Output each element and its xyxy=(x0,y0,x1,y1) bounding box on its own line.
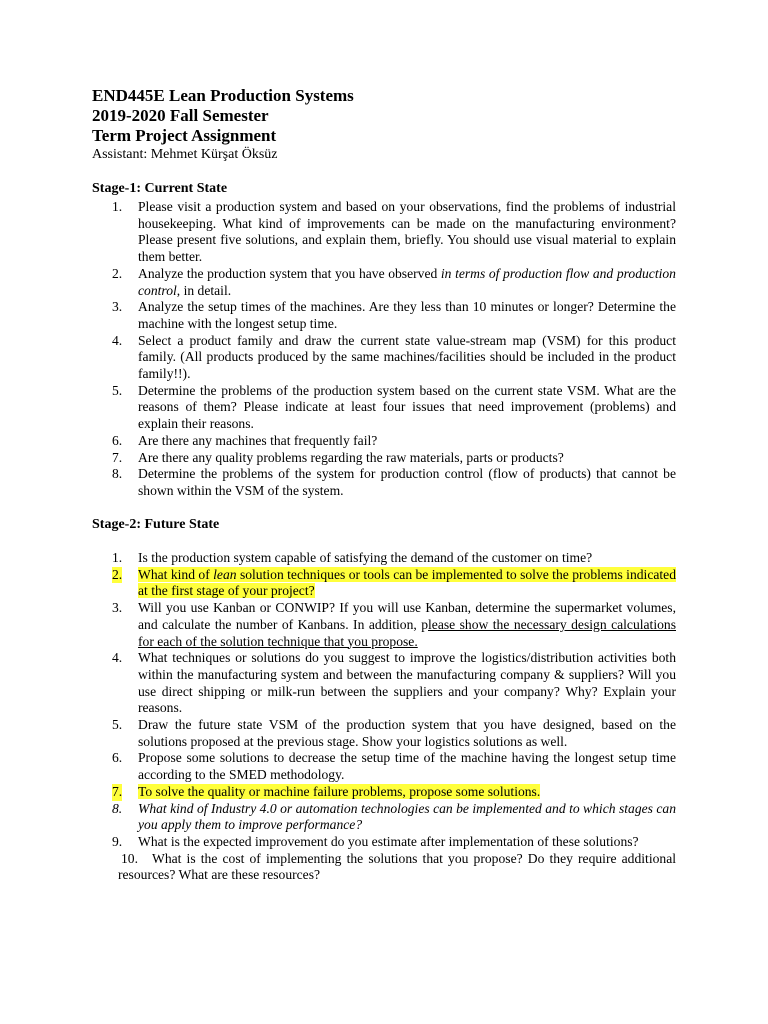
course-title: END445E Lean Production Systems xyxy=(92,86,354,105)
list-item xyxy=(92,851,676,884)
document-header xyxy=(92,86,354,163)
item-text-part: What kind of xyxy=(138,566,214,582)
item-text: Determine the problems of the system for production control (flow of products) that cannot be shown within the VSM of the system. xyxy=(138,466,676,498)
list-item xyxy=(92,650,676,717)
item-text xyxy=(138,784,676,801)
assistant-line: Assistant: Mehmet Kürşat Öksüz xyxy=(92,147,278,162)
list-item-italic xyxy=(92,801,676,834)
item-text-italic: lean xyxy=(213,566,237,582)
item-number: 2. xyxy=(112,265,123,281)
item-text xyxy=(138,600,676,650)
item-text: What is the expected improvement do you estimate after implementation of these solutions? xyxy=(138,833,639,849)
item-number: 7. xyxy=(112,449,123,465)
list-item-highlighted xyxy=(92,784,676,801)
list-item xyxy=(92,550,676,567)
item-text: Is the production system capable of satisfying the demand of the customer on time? xyxy=(138,550,593,565)
item-text: What is the cost of implementing the solutions that you propose? Do they require additional resources? What are these resources? xyxy=(118,850,676,883)
stage2-list xyxy=(92,550,676,884)
list-item xyxy=(92,333,676,383)
list-item xyxy=(92,750,676,783)
item-text: Select a product family and draw the current state value-stream map (VSM) for this product family. (All products produced by the same machines/facilities should be included in the product family!!). xyxy=(138,332,676,382)
item-text: What techniques or solutions do you suggest to improve the logistics/distribution activities both within the manufacturing system and between the manufacturing company & suppliers? Will you use direct shipping or milk-run between the suppliers and your company? Why? Explain your reasons. xyxy=(138,650,676,716)
item-text-underlined: lease show the necessary design calculations for each of the solution technique that you propose. xyxy=(138,616,676,649)
list-item xyxy=(92,199,676,266)
item-number: 9. xyxy=(112,833,123,849)
item-number: 3. xyxy=(112,600,123,616)
list-item xyxy=(92,466,676,499)
list-item xyxy=(92,834,676,851)
item-number: 5. xyxy=(112,382,123,398)
item-text-italic: in terms of production flow and production control xyxy=(138,265,676,298)
item-text: Analyze the setup times of the machines. Are they less than 10 minutes or longer? Determine the machine with the longest setup time. xyxy=(138,299,676,331)
item-text: Propose some solutions to decrease the setup time of the machine having the longest setup time according to the SMED methodology. xyxy=(138,750,676,783)
item-text: Are there any quality problems regarding the raw materials, parts or products? xyxy=(138,449,564,465)
item-text-part: solution techniques or tools can be implemented to solve the problems indicated at the first stage of your project? xyxy=(138,566,677,599)
item-text: Determine the problems of the production system based on the current state VSM. What are the reasons of them? Please indicate at least four issues that need improvement (problems) and explain their reasons. xyxy=(138,382,676,432)
item-number: 4. xyxy=(112,332,123,348)
item-number: 8. xyxy=(112,466,123,482)
item-number: 6. xyxy=(112,750,123,766)
list-item-highlighted xyxy=(92,567,676,600)
list-item xyxy=(92,266,676,299)
item-number: 3. xyxy=(112,299,123,315)
item-text: Are there any machines that frequently fail? xyxy=(138,432,378,448)
list-item xyxy=(92,717,676,750)
item-text: Draw the future state VSM of the production system that you have designed, based on the solutions proposed at the previous stage. Show your logistics solutions as well. xyxy=(138,717,676,749)
item-text: What kind of Industry 4.0 or automation technologies can be implemented and to which stages can you apply them to improve performance? xyxy=(138,800,676,833)
list-item xyxy=(92,450,676,467)
item-number: 5. xyxy=(112,717,123,733)
item-text-part: Will you use Kanban or CONWIP? If you will use Kanban, determine the supermarket volumes, and calculate the number of Kanbans. In addition, p xyxy=(138,600,676,632)
list-item xyxy=(92,383,676,433)
item-text: Please visit a production system and based on your observations, find the problems of industrial housekeeping. What kind of improvements can be made on the manufacturing environment? Please present five solutions, and explain them, briefly. You should use visual material to explain them better. xyxy=(138,199,676,265)
list-item xyxy=(92,299,676,332)
item-text-part: To solve the quality or machine failure problems, propose some solutions. xyxy=(138,783,541,799)
list-item xyxy=(92,600,676,650)
semester-title: 2019-2020 Fall Semester xyxy=(92,106,269,125)
item-text xyxy=(138,266,676,299)
item-number: 2. xyxy=(112,566,123,582)
item-text-part: , in detail. xyxy=(176,282,232,298)
stage1-list xyxy=(92,199,676,500)
item-number: 1. xyxy=(112,550,123,565)
item-number: 6. xyxy=(112,432,123,448)
item-text-part: Analyze the production system that you have observed xyxy=(138,265,441,281)
item-number: 4. xyxy=(112,650,123,666)
stage1-heading: Stage-1: Current State xyxy=(92,181,228,196)
assignment-title: Term Project Assignment xyxy=(92,126,277,145)
list-item xyxy=(92,433,676,450)
item-number: 10. xyxy=(121,850,138,866)
item-number: 7. xyxy=(112,783,123,799)
item-number: 1. xyxy=(112,199,123,214)
stage2-heading: Stage-2: Future State xyxy=(92,517,220,532)
item-text xyxy=(138,567,676,600)
item-number: 8. xyxy=(112,800,123,816)
